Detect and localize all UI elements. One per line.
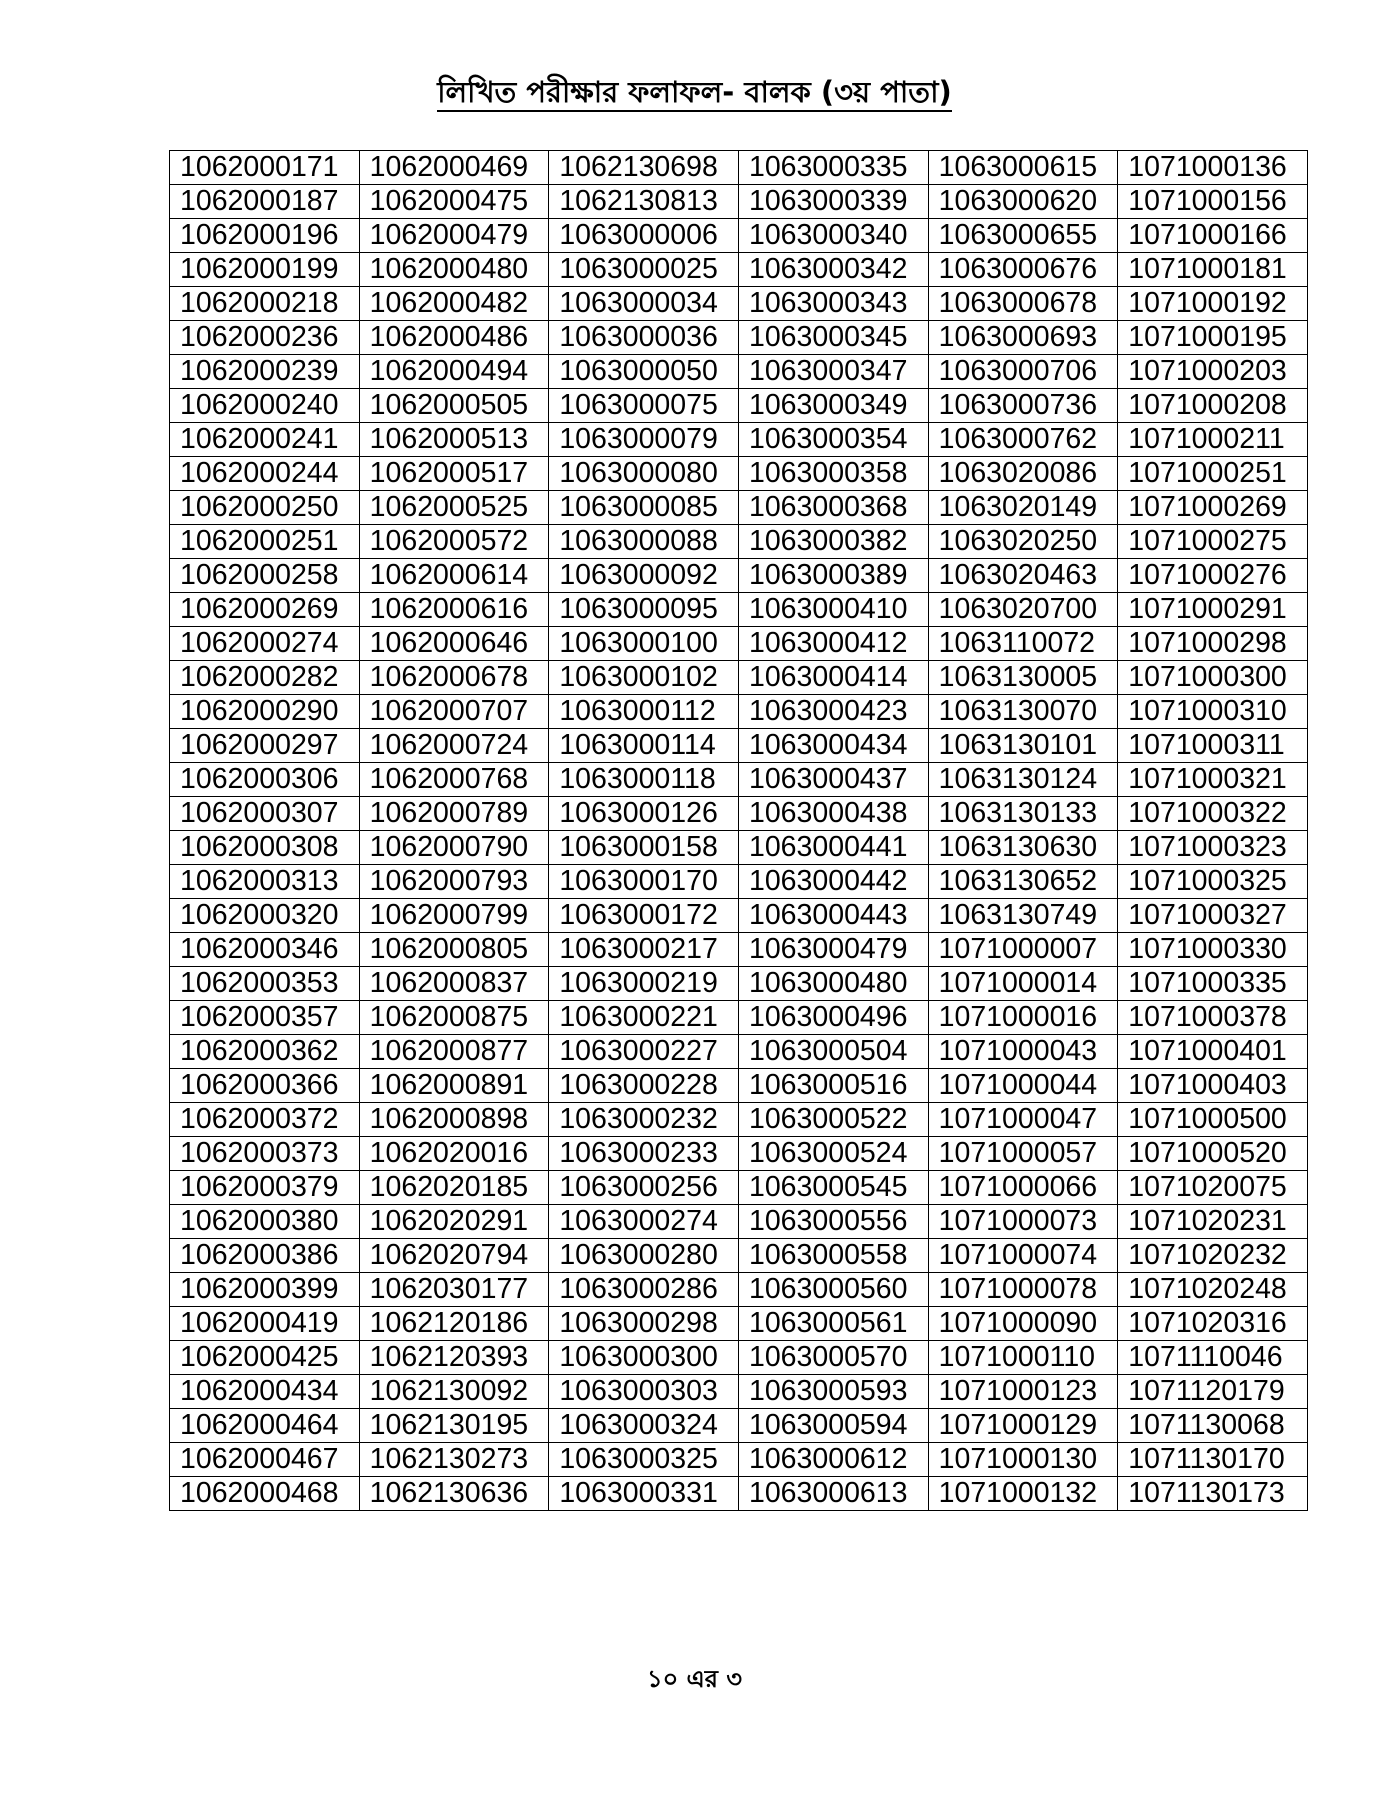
roll-number-cell: 1071110046 <box>1118 1341 1308 1375</box>
roll-number-cell: 1063130630 <box>928 831 1118 865</box>
roll-number-cell: 1062000467 <box>170 1443 360 1477</box>
roll-number-cell: 1063000085 <box>549 491 739 525</box>
roll-number-cell: 1062000399 <box>170 1273 360 1307</box>
table-row <box>170 253 1308 287</box>
roll-number-cell: 1062120186 <box>359 1307 549 1341</box>
roll-number-cell: 1071000311 <box>1118 729 1308 763</box>
roll-number-cell: 1063000227 <box>549 1035 739 1069</box>
roll-number-cell: 1063000570 <box>738 1341 928 1375</box>
table-row <box>170 695 1308 729</box>
roll-number-cell: 1063000358 <box>738 457 928 491</box>
roll-number-cell: 1062000282 <box>170 661 360 695</box>
roll-number-cell: 1071000330 <box>1118 933 1308 967</box>
roll-number-cell: 1063000516 <box>738 1069 928 1103</box>
roll-number-cell: 1071000007 <box>928 933 1118 967</box>
roll-number-cell: 1063020149 <box>928 491 1118 525</box>
table-row <box>170 457 1308 491</box>
roll-number-cell: 1062000290 <box>170 695 360 729</box>
roll-number-cell: 1063000079 <box>549 423 739 457</box>
roll-number-cell: 1071130170 <box>1118 1443 1308 1477</box>
roll-number-cell: 1063130005 <box>928 661 1118 695</box>
table-row <box>170 1341 1308 1375</box>
roll-number-cell: 1062000240 <box>170 389 360 423</box>
roll-number-cell: 1063000354 <box>738 423 928 457</box>
roll-number-cell: 1062000475 <box>359 185 549 219</box>
roll-number-cell: 1063000088 <box>549 525 739 559</box>
roll-number-cell: 1071000181 <box>1118 253 1308 287</box>
table-row <box>170 355 1308 389</box>
table-row <box>170 389 1308 423</box>
roll-number-cell: 1063000170 <box>549 865 739 899</box>
roll-number-cell: 1063000762 <box>928 423 1118 457</box>
roll-number-cell: 1063000347 <box>738 355 928 389</box>
roll-number-cell: 1063000678 <box>928 287 1118 321</box>
roll-number-cell: 1063000095 <box>549 593 739 627</box>
table-row <box>170 593 1308 627</box>
roll-number-cell: 1063000620 <box>928 185 1118 219</box>
roll-number-cell: 1071000321 <box>1118 763 1308 797</box>
roll-number-cell: 1062000646 <box>359 627 549 661</box>
roll-number-cell: 1063000343 <box>738 287 928 321</box>
table-row <box>170 661 1308 695</box>
roll-number-cell: 1063000479 <box>738 933 928 967</box>
roll-number-cell: 1062000241 <box>170 423 360 457</box>
roll-number-cell: 1071000298 <box>1118 627 1308 661</box>
roll-number-cell: 1062000362 <box>170 1035 360 1069</box>
table-row <box>170 185 1308 219</box>
roll-number-cell: 1062000517 <box>359 457 549 491</box>
roll-number-cell: 1071000129 <box>928 1409 1118 1443</box>
roll-number-cell: 1062000891 <box>359 1069 549 1103</box>
roll-number-cell: 1062000434 <box>170 1375 360 1409</box>
roll-number-cell: 1063000412 <box>738 627 928 661</box>
roll-number-cell: 1062000482 <box>359 287 549 321</box>
page-title-text: লিখিত পরীক্ষার ফলাফল- বালক (৩য় পাতা) <box>437 75 952 112</box>
roll-number-cell: 1063020463 <box>928 559 1118 593</box>
roll-number-cell: 1063000524 <box>738 1137 928 1171</box>
table-row <box>170 1137 1308 1171</box>
roll-number-cell: 1063000423 <box>738 695 928 729</box>
roll-number-cell: 1062000494 <box>359 355 549 389</box>
roll-number-cell: 1063000280 <box>549 1239 739 1273</box>
roll-number-cell: 1063000736 <box>928 389 1118 423</box>
roll-number-cell: 1063000158 <box>549 831 739 865</box>
table-row <box>170 525 1308 559</box>
results-table-body <box>170 151 1308 1511</box>
page-title <box>0 72 1389 112</box>
roll-number-cell: 1071000078 <box>928 1273 1118 1307</box>
roll-number-cell: 1063000036 <box>549 321 739 355</box>
roll-number-cell: 1071000074 <box>928 1239 1118 1273</box>
table-row <box>170 1409 1308 1443</box>
table-row <box>170 1307 1308 1341</box>
roll-number-cell: 1062000480 <box>359 253 549 287</box>
roll-number-cell: 1071000323 <box>1118 831 1308 865</box>
roll-number-cell: 1063000256 <box>549 1171 739 1205</box>
roll-number-cell: 1062000469 <box>359 151 549 185</box>
roll-number-cell: 1071000166 <box>1118 219 1308 253</box>
roll-number-cell: 1063000613 <box>738 1477 928 1511</box>
table-row <box>170 1443 1308 1477</box>
roll-number-cell: 1063000303 <box>549 1375 739 1409</box>
roll-number-cell: 1062120393 <box>359 1341 549 1375</box>
roll-number-cell: 1063000561 <box>738 1307 928 1341</box>
roll-number-cell: 1063000443 <box>738 899 928 933</box>
table-row <box>170 1273 1308 1307</box>
roll-number-cell: 1063000615 <box>928 151 1118 185</box>
roll-number-cell: 1071000322 <box>1118 797 1308 831</box>
table-row <box>170 491 1308 525</box>
roll-number-cell: 1062000789 <box>359 797 549 831</box>
roll-number-cell: 1063020086 <box>928 457 1118 491</box>
roll-number-cell: 1063000006 <box>549 219 739 253</box>
roll-number-cell: 1062000386 <box>170 1239 360 1273</box>
roll-number-cell: 1071130173 <box>1118 1477 1308 1511</box>
table-row <box>170 219 1308 253</box>
roll-number-cell: 1071020232 <box>1118 1239 1308 1273</box>
roll-number-cell: 1062000419 <box>170 1307 360 1341</box>
roll-number-cell: 1062130813 <box>549 185 739 219</box>
table-row <box>170 1205 1308 1239</box>
roll-number-cell: 1071000500 <box>1118 1103 1308 1137</box>
roll-number-cell: 1062130698 <box>549 151 739 185</box>
roll-number-cell: 1062000614 <box>359 559 549 593</box>
roll-number-cell: 1071000192 <box>1118 287 1308 321</box>
roll-number-cell: 1063000112 <box>549 695 739 729</box>
roll-number-cell: 1063000340 <box>738 219 928 253</box>
roll-number-cell: 1063000441 <box>738 831 928 865</box>
roll-number-cell: 1062000505 <box>359 389 549 423</box>
roll-number-cell: 1063000114 <box>549 729 739 763</box>
roll-number-cell: 1062000196 <box>170 219 360 253</box>
roll-number-cell: 1071000016 <box>928 1001 1118 1035</box>
roll-number-cell: 1063000335 <box>738 151 928 185</box>
roll-number-cell: 1062000306 <box>170 763 360 797</box>
table-row <box>170 423 1308 457</box>
roll-number-cell: 1062000486 <box>359 321 549 355</box>
roll-number-cell: 1062000379 <box>170 1171 360 1205</box>
roll-number-cell: 1071020075 <box>1118 1171 1308 1205</box>
roll-number-cell: 1071000130 <box>928 1443 1118 1477</box>
roll-number-cell: 1071000043 <box>928 1035 1118 1069</box>
roll-number-cell: 1062000616 <box>359 593 549 627</box>
roll-number-cell: 1062000425 <box>170 1341 360 1375</box>
roll-number-cell: 1071000211 <box>1118 423 1308 457</box>
roll-number-cell: 1063000558 <box>738 1239 928 1273</box>
roll-number-cell: 1071000066 <box>928 1171 1118 1205</box>
roll-number-cell: 1062000171 <box>170 151 360 185</box>
roll-number-cell: 1062000837 <box>359 967 549 1001</box>
roll-number-cell: 1062000799 <box>359 899 549 933</box>
roll-number-cell: 1071000195 <box>1118 321 1308 355</box>
roll-number-cell: 1063130749 <box>928 899 1118 933</box>
roll-number-cell: 1063130124 <box>928 763 1118 797</box>
roll-number-cell: 1063000706 <box>928 355 1118 389</box>
roll-number-cell: 1071000310 <box>1118 695 1308 729</box>
roll-number-cell: 1063130652 <box>928 865 1118 899</box>
roll-number-cell: 1062000297 <box>170 729 360 763</box>
roll-number-cell: 1063000345 <box>738 321 928 355</box>
roll-number-cell: 1071000044 <box>928 1069 1118 1103</box>
table-row <box>170 967 1308 1001</box>
roll-number-cell: 1062000678 <box>359 661 549 695</box>
roll-number-cell: 1063000274 <box>549 1205 739 1239</box>
roll-number-cell: 1062000269 <box>170 593 360 627</box>
roll-number-cell: 1071000520 <box>1118 1137 1308 1171</box>
roll-number-cell: 1063000438 <box>738 797 928 831</box>
roll-number-cell: 1071000401 <box>1118 1035 1308 1069</box>
roll-number-cell: 1063000126 <box>549 797 739 831</box>
roll-number-cell: 1062000464 <box>170 1409 360 1443</box>
roll-number-cell: 1063000434 <box>738 729 928 763</box>
roll-number-cell: 1071000291 <box>1118 593 1308 627</box>
roll-number-cell: 1071020248 <box>1118 1273 1308 1307</box>
roll-number-cell: 1062000251 <box>170 525 360 559</box>
roll-number-cell: 1062130195 <box>359 1409 549 1443</box>
roll-number-cell: 1063000560 <box>738 1273 928 1307</box>
roll-number-cell: 1063000437 <box>738 763 928 797</box>
roll-number-cell: 1063000389 <box>738 559 928 593</box>
roll-number-cell: 1063020250 <box>928 525 1118 559</box>
roll-number-cell: 1062000468 <box>170 1477 360 1511</box>
roll-number-cell: 1063000504 <box>738 1035 928 1069</box>
roll-number-cell: 1062000380 <box>170 1205 360 1239</box>
roll-number-cell: 1071020231 <box>1118 1205 1308 1239</box>
roll-number-cell: 1063000496 <box>738 1001 928 1035</box>
roll-number-cell: 1062020794 <box>359 1239 549 1273</box>
roll-number-cell: 1062000572 <box>359 525 549 559</box>
roll-number-cell: 1063000545 <box>738 1171 928 1205</box>
roll-number-cell: 1062000372 <box>170 1103 360 1137</box>
roll-number-cell: 1062000236 <box>170 321 360 355</box>
roll-number-cell: 1071000208 <box>1118 389 1308 423</box>
roll-number-cell: 1062000805 <box>359 933 549 967</box>
roll-number-cell: 1071000335 <box>1118 967 1308 1001</box>
roll-number-cell: 1071000251 <box>1118 457 1308 491</box>
roll-number-cell: 1062020291 <box>359 1205 549 1239</box>
roll-number-cell: 1071000073 <box>928 1205 1118 1239</box>
roll-number-cell: 1071130068 <box>1118 1409 1308 1443</box>
roll-number-cell: 1062000513 <box>359 423 549 457</box>
roll-number-cell: 1062030177 <box>359 1273 549 1307</box>
roll-number-cell: 1062130636 <box>359 1477 549 1511</box>
roll-number-cell: 1071000047 <box>928 1103 1118 1137</box>
roll-number-cell: 1071020316 <box>1118 1307 1308 1341</box>
roll-number-cell: 1063000232 <box>549 1103 739 1137</box>
table-row <box>170 1375 1308 1409</box>
roll-number-cell: 1062000877 <box>359 1035 549 1069</box>
roll-number-cell: 1063000102 <box>549 661 739 695</box>
table-row <box>170 1035 1308 1069</box>
roll-number-cell: 1071000300 <box>1118 661 1308 695</box>
roll-number-cell: 1063110072 <box>928 627 1118 661</box>
roll-number-cell: 1062000320 <box>170 899 360 933</box>
table-row <box>170 1477 1308 1511</box>
roll-number-cell: 1063000442 <box>738 865 928 899</box>
roll-number-cell: 1062000307 <box>170 797 360 831</box>
roll-number-cell: 1063000034 <box>549 287 739 321</box>
roll-number-cell: 1071000090 <box>928 1307 1118 1341</box>
roll-number-cell: 1063000368 <box>738 491 928 525</box>
table-row <box>170 559 1308 593</box>
roll-number-cell: 1062020185 <box>359 1171 549 1205</box>
roll-number-cell: 1062000373 <box>170 1137 360 1171</box>
roll-number-cell: 1071000132 <box>928 1477 1118 1511</box>
roll-number-cell: 1062000187 <box>170 185 360 219</box>
roll-number-cell: 1062000875 <box>359 1001 549 1035</box>
roll-number-cell: 1063000172 <box>549 899 739 933</box>
roll-number-cell: 1071000269 <box>1118 491 1308 525</box>
roll-number-cell: 1063000050 <box>549 355 739 389</box>
roll-number-cell: 1062000244 <box>170 457 360 491</box>
roll-number-cell: 1062000250 <box>170 491 360 525</box>
roll-number-cell: 1063000325 <box>549 1443 739 1477</box>
roll-number-cell: 1062000707 <box>359 695 549 729</box>
roll-number-cell: 1062000479 <box>359 219 549 253</box>
table-row <box>170 763 1308 797</box>
roll-number-cell: 1062020016 <box>359 1137 549 1171</box>
roll-number-cell: 1062000724 <box>359 729 549 763</box>
roll-number-cell: 1071000156 <box>1118 185 1308 219</box>
table-row <box>170 1069 1308 1103</box>
roll-number-cell: 1071000275 <box>1118 525 1308 559</box>
roll-number-cell: 1063000233 <box>549 1137 739 1171</box>
roll-number-cell: 1071000110 <box>928 1341 1118 1375</box>
roll-number-cell: 1062000239 <box>170 355 360 389</box>
table-row <box>170 151 1308 185</box>
roll-number-cell: 1071120179 <box>1118 1375 1308 1409</box>
roll-number-cell: 1063000556 <box>738 1205 928 1239</box>
roll-number-cell: 1063000025 <box>549 253 739 287</box>
roll-number-cell: 1062000313 <box>170 865 360 899</box>
roll-number-cell: 1063000118 <box>549 763 739 797</box>
roll-number-cell: 1063000221 <box>549 1001 739 1035</box>
roll-number-cell: 1063000410 <box>738 593 928 627</box>
roll-number-cell: 1071000014 <box>928 967 1118 1001</box>
roll-number-cell: 1071000136 <box>1118 151 1308 185</box>
page-number: ১০ এর ৩ <box>647 1665 742 1693</box>
table-row <box>170 899 1308 933</box>
roll-number-cell: 1062130273 <box>359 1443 549 1477</box>
roll-number-cell: 1063000382 <box>738 525 928 559</box>
roll-number-cell: 1063000219 <box>549 967 739 1001</box>
roll-number-cell: 1062000357 <box>170 1001 360 1035</box>
roll-number-cell: 1062000308 <box>170 831 360 865</box>
roll-number-cell: 1063000092 <box>549 559 739 593</box>
roll-number-cell: 1063000612 <box>738 1443 928 1477</box>
roll-number-cell: 1062000353 <box>170 967 360 1001</box>
roll-number-cell: 1062000218 <box>170 287 360 321</box>
table-row <box>170 865 1308 899</box>
table-row <box>170 729 1308 763</box>
roll-number-cell: 1062000898 <box>359 1103 549 1137</box>
roll-number-cell: 1063020700 <box>928 593 1118 627</box>
roll-number-cell: 1062130092 <box>359 1375 549 1409</box>
roll-number-cell: 1063000331 <box>549 1477 739 1511</box>
roll-number-cell: 1063130133 <box>928 797 1118 831</box>
roll-number-cell: 1063000655 <box>928 219 1118 253</box>
roll-number-cell: 1063000593 <box>738 1375 928 1409</box>
roll-number-cell: 1063000339 <box>738 185 928 219</box>
roll-number-cell: 1063000693 <box>928 321 1118 355</box>
roll-number-cell: 1063000594 <box>738 1409 928 1443</box>
roll-number-cell: 1063130101 <box>928 729 1118 763</box>
roll-number-cell: 1071000327 <box>1118 899 1308 933</box>
roll-number-cell: 1063000349 <box>738 389 928 423</box>
roll-number-cell: 1071000378 <box>1118 1001 1308 1035</box>
roll-number-cell: 1063000075 <box>549 389 739 423</box>
roll-number-cell: 1063000522 <box>738 1103 928 1137</box>
table-row <box>170 1001 1308 1035</box>
roll-number-cell: 1071000057 <box>928 1137 1118 1171</box>
roll-number-cell: 1063000228 <box>549 1069 739 1103</box>
roll-number-cell: 1063000286 <box>549 1273 739 1307</box>
roll-number-cell: 1071000203 <box>1118 355 1308 389</box>
roll-number-cell: 1062000258 <box>170 559 360 593</box>
roll-number-cell: 1063130070 <box>928 695 1118 729</box>
roll-number-cell: 1062000274 <box>170 627 360 661</box>
roll-number-cell: 1063000080 <box>549 457 739 491</box>
table-row <box>170 627 1308 661</box>
roll-number-cell: 1062000768 <box>359 763 549 797</box>
roll-number-cell: 1062000790 <box>359 831 549 865</box>
table-row <box>170 1103 1308 1137</box>
roll-number-cell: 1062000366 <box>170 1069 360 1103</box>
roll-number-cell: 1063000480 <box>738 967 928 1001</box>
roll-number-cell: 1063000298 <box>549 1307 739 1341</box>
roll-number-cell: 1071000403 <box>1118 1069 1308 1103</box>
roll-number-cell: 1062000346 <box>170 933 360 967</box>
roll-number-cell: 1062000199 <box>170 253 360 287</box>
roll-number-cell: 1063000342 <box>738 253 928 287</box>
roll-number-cell: 1071000325 <box>1118 865 1308 899</box>
table-row <box>170 831 1308 865</box>
results-table <box>169 150 1308 1511</box>
roll-number-cell: 1063000100 <box>549 627 739 661</box>
table-row <box>170 287 1308 321</box>
roll-number-cell: 1062000525 <box>359 491 549 525</box>
roll-number-cell: 1071000123 <box>928 1375 1118 1409</box>
table-row <box>170 321 1308 355</box>
roll-number-cell: 1063000324 <box>549 1409 739 1443</box>
roll-number-cell: 1063000676 <box>928 253 1118 287</box>
roll-number-cell: 1063000217 <box>549 933 739 967</box>
table-row <box>170 1239 1308 1273</box>
table-row <box>170 797 1308 831</box>
roll-number-cell: 1063000300 <box>549 1341 739 1375</box>
roll-number-cell: 1063000414 <box>738 661 928 695</box>
roll-number-cell: 1062000793 <box>359 865 549 899</box>
table-row <box>170 933 1308 967</box>
table-row <box>170 1171 1308 1205</box>
roll-number-cell: 1071000276 <box>1118 559 1308 593</box>
